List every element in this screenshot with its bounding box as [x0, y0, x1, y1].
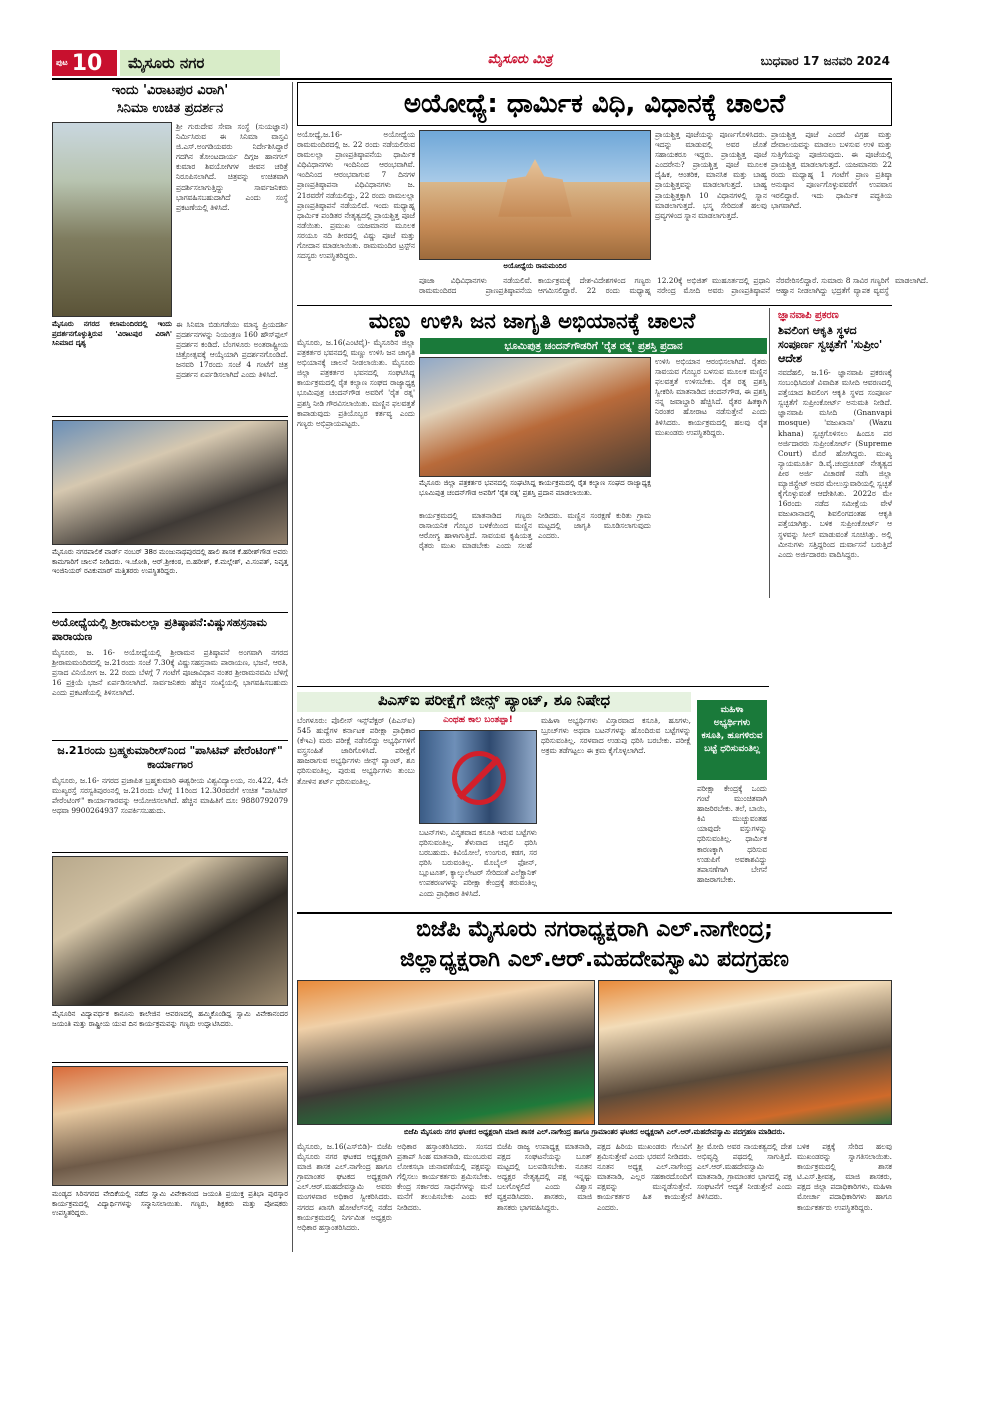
jeans-col2: ಬಟನ್‌ಗಳು, ವಿಸ್ತೃತವಾದ ಕಸೂತಿ ಇರುವ ಬಟ್ಟೆಗಳು ಧರಿಸುವಂತಿಲ್ಲ. ತೆಳುವಾದ ಚಪ್ಪಲಿ ಧರಿಸಿ ಬರಬಹುದು. ಕಿವಿಯೋಲೆ, ಉಂಗುರ, ಕಡಗ, ಸರ ಧರಿಸಿ ಬರುವಂತಿಲ್ಲ. ಮೊಬೈಲ್ ಫೋನ್, ಬ್ಲೂಟೂತ್, ಕ್ಯಾಲ್ಕುಲೇಟರ್ ಸೇರಿದಂತೆ ಎಲೆಕ್ಟ್ರಾನಿಕ್ ಉಪಕರಣಗಳನ್ನು ಪರೀಕ್ಷಾ ಕೇಂದ್ರಕ್ಕೆ ತರುವಂತಿಲ್ಲ ಎಂದು ಪ್ರಾಧಿಕಾರ ತಿಳಿಸಿದೆ. — [419, 828, 537, 898]
column-rule — [769, 308, 770, 598]
felicitation-photo — [52, 1066, 288, 1186]
ram-mandir-photo — [419, 130, 651, 260]
left-s3-body: ಮೈಸೂರು, ಜ. 16- ಅಯೋಧ್ಯೆಯಲ್ಲಿ ಶ್ರೀರಾಮನ ಪ್ರತಿಷ್ಠಾಪನೆ ಅಂಗವಾಗಿ ನಗರದ ಶ್ರೀರಾಮಮಂದಿರದಲ್ಲಿ ಜ.21ರಂದು ಸಂಜೆ 7.30ಕ್ಕೆ ವಿಷ್ಣುಸಹಸ್ರನಾಮ ಪಾರಾಯಣ, ಭಜನೆ, ಆರತಿ, ಪ್ರಸಾದ ವಿನಿಯೋಗ ಜ. 22 ರಂದು ಬೆಳಗ್ಗೆ 7 ಗಂಟೆಗೆ ಪೂಜಾವಿಧಾನ ನಂತರ ಶ್ರೀರಾಮನವಮಿ ಬೆಳಿಗ್ಗೆ 16 ಪ್ರಕ್ರಿಯೆ ಭಜನೆ ಏರ್ಪಡಿಸಲಾಗಿದೆ. ಸಾರ್ವಜನಿಕರು ಹೆಚ್ಚಿನ ಸಂಖ್ಯೆಯಲ್ಲಿ ಭಾಗವಹಿಸಬಹುದು ಎಂದು ಪ್ರಕಟಣೆಯಲ್ಲಿ ತಿಳಿಸಲಾಗಿದೆ. — [52, 648, 288, 698]
soil-headline: ಮಣ್ಣು ಉಳಿಸಿ ಜನ ಜಾಗೃತಿ ಅಭಿಯಾನಕ್ಕೆ ಚಾಲನೆ — [368, 309, 696, 333]
divider — [297, 686, 769, 687]
bjp-col3: ಬಿಜೆಪಿ ರಾಜ್ಯ ಉಪಾಧ್ಯಕ್ಷ ಮಾತನಾಡಿ, ಪಕ್ಷದ ಸಂಘಟನೆಯನ್ನು ಬೂತ್ ಮಟ್ಟದಲ್ಲಿ ಬಲಪಡಿಸಬೇಕು. ನೂತನ ಅಧ್ಯಕ್ಷರ ನೇತೃತ್ವದಲ್ಲಿ ಪಕ್ಷ ಇನ್ನಷ್ಟು ಬಲಗೊಳ್ಳಲಿದೆ ಎಂದು ವಿಶ್ವಾಸ ವ್ಯಕ್ತಪಡಿಸಿದರು. ಶಾಸಕರು, ಮಾಜಿ ಶಾಸಕರು ಭಾಗವಹಿಸಿದ್ದರು. — [497, 1142, 592, 1212]
page-number: 10 — [71, 50, 103, 76]
divider — [297, 305, 892, 306]
left-s4-title: ಜ.21ರಂದು ಬ್ರಹ್ಮಕುಮಾರೀಸ್‌ನಿಂದ "ಪಾಸಿಟಿವ್ ಪೇರೆಂಟಿಂಗ್" ಕಾರ್ಯಾಗಾರ — [57, 744, 283, 771]
bjp-col2: ಅಧಿಕಾರ ಹಸ್ತಾಂತರಿಸಿದರು. ಸಂಸದ ಪ್ರತಾಪ್ ಸಿಂಹ ಮಾತನಾಡಿ, ಮುಂಬರುವ ಲೋಕಸಭಾ ಚುನಾವಣೆಯಲ್ಲಿ ಪಕ್ಷವನ್ನು ಗೆಲ್ಲಿಸಲು ಕಾರ್ಯಕರ್ತರು ಶ್ರಮಿಸಬೇಕು. ಕೇಂದ್ರ ಸರ್ಕಾರದ ಸಾಧನೆಗಳನ್ನು ಮನೆ ಮನೆಗೆ ತಲುಪಿಸಬೇಕು ಎಂದು ಕರೆ ನೀಡಿದರು. — [397, 1142, 492, 1212]
bjp-col5: ಶ್ರೀ ಮೋದಿ ಅವರ ನಾಯಕತ್ವದಲ್ಲಿ ದೇಶ ಅಭಿವೃದ್ಧಿ ಪಥದಲ್ಲಿ ಸಾಗುತ್ತಿದೆ. ಎಲ್.ಆರ್.ಮಹದೇವಸ್ವಾಮಿ ಮಾತನಾಡಿ, ಗ್ರಾಮಾಂತರ ಭಾಗದಲ್ಲಿ ಪಕ್ಷ ಸಂಘಟನೆಗೆ ಆದ್ಯತೆ ನೀಡುತ್ತೇನೆ ಎಂದು ತಿಳಿಸಿದರು. — [697, 1142, 792, 1202]
ayodhya-headline-box — [297, 82, 892, 126]
divider — [52, 740, 288, 741]
film-still-photo — [52, 122, 172, 317]
ayodhya-col4: ಪ್ರಾಯಶ್ಚಿತ್ತ ಪೂಜೆ ಎಂದರೆ ವಿಗ್ರಹ ಮತ್ತು ದೇವಾಲಯವನ್ನು ಮಾಡಲು ಬಳಸುವ ಉಳಿ ಮತ್ತು ಸುತ್ತಿಗೆಯನ್ನು ಪೂಜಿಸುವುದು. ಈ ಪೂಜೆಯಲ್ಲಿ ಪ್ರಾಯಶ್ಚಿತ್ತ ಮಾಡಲಾಗುತ್ತದೆ. ಯಜಮಾನರು 22 ರಂದು ಮಧ್ಯಾಹ್ನ 1 ಗಂಟೆಗೆ ಪ್ರಾಣ ಪ್ರತಿಷ್ಠಾ ಅನುಷ್ಠಾನ ಪೂರ್ಣಗೊಳ್ಳುವವರೆಗೆ ಉಪವಾಸ ಇರಲಿದ್ದಾರೆ. ಇದು ಧಾರ್ಮಿಕ ಪದ್ಧತಿಯ ಭಾಗವಾಗಿದೆ. — [771, 130, 892, 210]
jeans-photo — [419, 730, 537, 824]
left-s1-body: ಈ ಸಿನಿಮಾ ಬಿಡುಗಡೆಯು ಮಾನ್ಯ ಪ್ರಿಯದರ್ಶಿ ಪ್ರದರ್ಶನಗಳನ್ನು ನಿಯಂತ್ರಣ 160 ಹೌಸ್‌ಫುಲ್ ಪ್ರದರ್ಶನ ಕಂಡಿದೆ. ಬೆಂಗಳೂರು ಅಂತರಾಷ್ಟ್ರೀಯ ಚಿತ್ರೋತ್ಸವಕ್ಕೆ ಆಯ್ಕೆಯಾಗಿ ಪ್ರದರ್ಶನಗೊಂಡಿದೆ. ಜನವರಿ 17ರಂದು ಸಂಜೆ 4 ಗಂಟೆಗೆ ಚಿತ್ರ ಪ್ರದರ್ಶನ ಏರ್ಪಡಿಸಲಾಗಿದೆ ಎಂದು ತಿಳಿಸಿದೆ. — [176, 320, 288, 380]
bjp-caption: ಬಿಜೆಪಿ ಮೈಸೂರು ನಗರ ಘಟಕದ ಅಧ್ಯಕ್ಷರಾಗಿ ಮಾಜಿ ಶಾಸಕ ಎಲ್.ನಾಗೇಂದ್ರ ಹಾಗೂ ಗ್ರಾಮಾಂತರ ಘಟಕದ ಅಧ್ಯಕ್ಷರಾಗಿ ಎಲ್.ಆರ್.ಮಹದೇವಸ್ವಾಮಿ ಪದಗ್ರಹಣ ಮಾಡಿದರು. — [403, 1128, 786, 1136]
jeans-subhead: ಎಂಥಹ ಕಾಲ ಬಂತಪ್ಪಾ! — [443, 715, 513, 725]
ribbon-cutting-photo — [52, 420, 288, 545]
soil-col1: ಮೈಸೂರು, ಜ.16(ಎಂಟಿವೈ)- ಮೈಸೂರಿನ ಜಿಲ್ಲಾ ಪತ್ರಕರ್ತರ ಭವನದಲ್ಲಿ ಮಣ್ಣು ಉಳಿಸಿ ಜನ ಜಾಗೃತಿ ಅಭಿಯಾನಕ್ಕೆ ಚಾಲನೆ ನೀಡಲಾಯಿತು. ಮೈಸೂರು ಜಿಲ್ಲಾ ಪತ್ರಕರ್ತರ ಭವನದಲ್ಲಿ ಸಂಘಟಿಸಿದ್ದ ಕಾರ್ಯಕ್ರಮದಲ್ಲಿ ರೈತ ಕಲ್ಯಾಣ ಸಂಘದ ರಾಜ್ಯಾಧ್ಯಕ್ಷ ಭೂಮಿಪುತ್ರ ಚಂದನ್‌ಗೌಡ ಅವರಿಗೆ 'ರೈತ ರತ್ನ' ಪ್ರಶಸ್ತಿ ನೀಡಿ ಗೌರವಿಸಲಾಯಿತು. ಮಣ್ಣಿನ ಫಲವತ್ತತೆ ಕಾಪಾಡುವುದು ಪ್ರತಿಯೊಬ್ಬರ ಕರ್ತವ್ಯ ಎಂದು ಗಣ್ಯರು ಅಭಿಪ್ರಾಯಪಟ್ಟರು. — [297, 338, 415, 428]
gyanvapi-body: ನವದೆಹಲಿ, ಜ.16- ಜ್ಞಾನವಾಪಿ ಪ್ರಕರಣಕ್ಕೆ ಸಂಬಂಧಿಸಿದಂತೆ ವಿವಾದಿತ ಮಸೀದಿ ಆವರಣದಲ್ಲಿ ಪತ್ತೆಯಾದ ಶಿವಲಿಂಗ ಆಕೃತಿ ಸ್ಥಳದ ಸಂಪೂರ್ಣ ಸ್ವಚ್ಛತೆಗೆ ಸುಪ್ರೀಂಕೋರ್ಟ್ ಅನುಮತಿ ನೀಡಿದೆ. ಜ್ಞಾನವಾಪಿ ಮಸೀದಿ (Gnanvapi mosque) 'ವಜುಖಾನಾ' (Wazu khana) ಸ್ವಚ್ಛಗೊಳಿಸಲು ಹಿಂದೂ ಪರ ಅರ್ಜಿದಾರರು ಸುಪ್ರೀಂಕೋರ್ಟ್ (Supreme Court) ಮೊರೆ ಹೋಗಿದ್ದರು. ಮುಖ್ಯ ನ್ಯಾಯಮೂರ್ತಿ ಡಿ.ವೈ.ಚಂದ್ರಚೂಡ್ ನೇತೃತ್ವದ ಪೀಠ ಅರ್ಜಿ ವಿಚಾರಣೆ ನಡೆಸಿ ಜಿಲ್ಲಾ ಮ್ಯಾಜಿಸ್ಟ್ರೇಟ್ ಅವರ ಮೇಲುಸ್ತುವಾರಿಯಲ್ಲಿ ಸ್ವಚ್ಛತೆ ಕೈಗೊಳ್ಳುವಂತೆ ಆದೇಶಿಸಿತು. 2022ರ ಮೇ 16ರಂದು ನಡೆದ ಸಮೀಕ್ಷೆಯ ವೇಳೆ ವಜುಖಾನಾದಲ್ಲಿ ಶಿವಲಿಂಗದಂತಹ ಆಕೃತಿ ಪತ್ತೆಯಾಗಿತ್ತು. ಬಳಿಕ ಸುಪ್ರೀಂಕೋರ್ಟ್ ಆ ಸ್ಥಳವನ್ನು ಸೀಲ್ ಮಾಡುವಂತೆ ಸೂಚಿಸಿತ್ತು. ಅಲ್ಲಿ ಮೀನುಗಳು ಸತ್ತಿದ್ದರಿಂದ ದುರ್ವಾಸನೆ ಬರುತ್ತಿದೆ ಎಂದು ಅರ್ಜಿದಾರರು ವಾದಿಸಿದ್ದರು. — [778, 368, 892, 559]
issue-date: ಬುಧವಾರ 17 ಜನವರಿ 2024 — [760, 54, 890, 68]
column-rule — [292, 82, 293, 1252]
ayodhya-col1: ಅಯೋಧ್ಯೆ,ಜ.16- ಅಯೋಧ್ಯೆಯ ರಾಮಮಂದಿರದಲ್ಲಿ ಜ. 22 ರಂದು ನಡೆಯಲಿರುವ ರಾಮಲಲ್ಲಾ ಪ್ರಾಣಪ್ರತಿಷ್ಠಾಪನೆಯ ಧಾರ್ಮಿಕ ವಿಧಿವಿಧಾನಗಳು ಇಂದಿನಿಂದ ಆರಂಭವಾಗಿವೆ. ಇಂದಿನಿಂದ ಆರಂಭವಾಗುವ 7 ದಿನಗಳ ಪ್ರಾಣಪ್ರತಿಷ್ಠಾಪನಾ ವಿಧಿವಿಧಾನಗಳು ಜ. 21ರವರೆಗೆ ನಡೆಯಲಿದ್ದು, 22 ರಂದು ರಾಮಲಲ್ಲಾ ಪ್ರಾಣಪ್ರತಿಷ್ಠಾಪನೆ ನಡೆಯಲಿದೆ. ಇಂದು ಮಧ್ಯಾಹ್ನ ಧಾರ್ಮಿಕ ಪಂಡಿತರ ನೇತೃತ್ವದಲ್ಲಿ ಪ್ರಾಯಶ್ಚಿತ್ತ ಪೂಜೆ ನಡೆಯಿತು. ಪ್ರಮುಖ ಯಜಮಾನರ ಮೂಲಕ ಸರಯೂ ನದಿ ತೀರದಲ್ಲಿ ವಿಷ್ಣು ಪೂಜೆ ಮತ್ತು ಗೋದಾನ ಮಾಡಲಾಯಿತು. ರಾಮಮಂದಿರ ಟ್ರಸ್ಟ್‌ನ ಸದಸ್ಯರು ಉಪಸ್ಥಿತರಿದ್ದರು. — [297, 130, 415, 261]
bjp-headline-line2: ಜಿಲ್ಲಾಧ್ಯಕ್ಷರಾಗಿ ಎಲ್.ಆರ್.ಮಹದೇವಸ್ವಾಮಿ ಪದಗ್ರಹಣ — [400, 947, 789, 972]
bjp-photo-right — [598, 980, 892, 1125]
ayodhya-col2: ಪೂಜಾ ವಿಧಿವಿಧಾನಗಳು ನಡೆಯಲಿವೆ. ರಾಮಮಂದಿರದ ಪ್ರಾಣಪ್ರತಿಷ್ಠಾಪನೆಯ ಕಾರ್ಯಕ್ರಮಕ್ಕೆ ದೇಶ-ವಿದೇಶಗಳಿಂದ ಗಣ್ಯರು ಆಗಮಿಸಲಿದ್ದಾರೆ. 22 ರಂದು ಮಧ್ಯಾಹ್ನ 12.20ಕ್ಕೆ ಅಭಿಜಿತ್ ಮುಹೂರ್ತದಲ್ಲಿ ಪ್ರಧಾನಿ ನರೇಂದ್ರ ಮೋದಿ ಅವರು ಪ್ರಾಣಪ್ರತಿಷ್ಠಾಪನೆ ನೆರವೇರಿಸಲಿದ್ದಾರೆ. ಸುಮಾರು 8 ಸಾವಿರ ಗಣ್ಯರಿಗೆ ಆಹ್ವಾನ ನೀಡಲಾಗಿದ್ದು ಭದ್ರತೆಗೆ ವ್ಯಾಪಕ ವ್ಯವಸ್ಥೆ ಮಾಡಲಾಗಿದೆ. — [419, 276, 929, 296]
soil-caption: ಮೈಸೂರು ಜಿಲ್ಲಾ ಪತ್ರಕರ್ತರ ಭವನದಲ್ಲಿ ಸಂಘಟಿಸಿದ್ದ ಕಾರ್ಯಕ್ರಮದಲ್ಲಿ ರೈತ ಕಲ್ಯಾಣ ಸಂಘದ ರಾಜ್ಯಾಧ್ಯಕ್ಷ ಭೂಮಿಪುತ್ರ ಚಂದನ್‌ಗೌಡ ಅವರಿಗೆ 'ರೈತ ರತ್ನ' ಪ್ರಶಸ್ತಿ ಪ್ರದಾನ ಮಾಡಲಾಯಿತು. — [419, 479, 651, 497]
left-s1-kicker: ಇಂದು 'ವಿರಾಟಪುರ ವಿರಾಗಿ' — [111, 83, 229, 98]
bjp-photo-left — [297, 980, 595, 1125]
jeans-col4: ಪರೀಕ್ಷಾ ಕೇಂದ್ರಕ್ಕೆ ಒಂದು ಗಂಟೆ ಮುಂಚಿತವಾಗಿ ಹಾಜರಿರಬೇಕು. ತಲೆ, ಬಾಯಿ, ಕಿವಿ ಮುಚ್ಚುವಂತಹ ಯಾವುದೇ ವಸ್ತುಗಳನ್ನು ಧರಿಸುವಂತಿಲ್ಲ. ಧಾರ್ಮಿಕ ಕಾರಣಕ್ಕಾಗಿ ಧರಿಸುವ ಉಡುಪಿಗೆ ಅವಕಾಶವಿದ್ದು ತಪಾಸಣೆಗಾಗಿ ಬೇಗನೆ ಹಾಜರಾಗಬೇಕು. — [697, 784, 768, 884]
page-label: ಪುಟ — [56, 58, 68, 67]
bjp-col1: ಮೈಸೂರು, ಜ.16(ಎಸ್‌ಬಿಡಿ)- ಬಿಜೆಪಿ ಮೈಸೂರು ನಗರ ಘಟಕದ ಅಧ್ಯಕ್ಷರಾಗಿ ಮಾಜಿ ಶಾಸಕ ಎಲ್.ನಾಗೇಂದ್ರ ಹಾಗೂ ಗ್ರಾಮಾಂತರ ಘಟಕದ ಅಧ್ಯಕ್ಷರಾಗಿ ಎಲ್.ಆರ್.ಮಹದೇವಸ್ವಾಮಿ ಅವರು ಮಂಗಳವಾರ ಅಧಿಕಾರ ಸ್ವೀಕರಿಸಿದರು. ನಗರದ ಖಾಸಗಿ ಹೋಟೆಲ್‌ನಲ್ಲಿ ನಡೆದ ಕಾರ್ಯಕ್ರಮದಲ್ಲಿ ನಿರ್ಗಮಿತ ಅಧ್ಯಕ್ಷರು ಅಧಿಕಾರ ಹಸ್ತಾಂತರಿಸಿದರು. — [297, 1142, 392, 1232]
prohibited-slash — [457, 756, 501, 800]
page-number-badge — [52, 50, 117, 76]
award-photo — [419, 357, 651, 477]
soil-col3: ಉಳಿಸಿ ಅಭಿಯಾನ ಆರಂಭಿಸಲಾಗಿದೆ. ರೈತರು ಸಾವಯವ ಗೊಬ್ಬರ ಬಳಸುವ ಮೂಲಕ ಮಣ್ಣಿನ ಫಲವತ್ತತೆ ಉಳಿಸಬೇಕು. ರೈತ ರತ್ನ ಪ್ರಶಸ್ತಿ ಸ್ವೀಕರಿಸಿ ಮಾತನಾಡಿದ ಚಂದನ್‌ಗೌಡ, ಈ ಪ್ರಶಸ್ತಿ ನನ್ನ ಜವಾಬ್ದಾರಿ ಹೆಚ್ಚಿಸಿದೆ. ರೈತರ ಹಿತಕ್ಕಾಗಿ ನಿರಂತರ ಹೋರಾಟ ನಡೆಸುತ್ತೇನೆ ಎಂದು ತಿಳಿಸಿದರು. ಕಾರ್ಯಕ್ರಮದಲ್ಲಿ ಹಲವು ರೈತ ಮುಖಂಡರು ಉಪಸ್ಥಿತರಿದ್ದರು. — [655, 357, 767, 437]
bjp-headline-line1: ಬಿಜೆಪಿ ಮೈಸೂರು ನಗರಾಧ್ಯಕ್ಷರಾಗಿ ಎಲ್.ನಾಗೇಂದ್ರ; — [416, 917, 773, 942]
left-s5-caption: ಮೈಸೂರಿನ ವಿದ್ಯಾವರ್ಧಕ ಕಾನೂನು ಕಾಲೇಜಿನ ಆವರಣದಲ್ಲಿ ಹಮ್ಮಿಕೊಂಡಿದ್ದ ಸ್ವಾಮಿ ವಿವೇಕಾನಂದರ ಜಯಂತಿ ಮತ್ತು ರಾಷ್ಟ್ರೀಯ ಯುವ ದಿನ ಕಾರ್ಯಕ್ರಮವನ್ನು ಗಣ್ಯರು ಉದ್ಘಾಟಿಸಿದರು. — [52, 1010, 288, 1028]
left-s1-side-text: ಶ್ರೀ ಗುರುದೇವ ಸೇವಾ ಸಂಸ್ಥೆ (ಸುಯಜ್ಞಾನ) ನಿರ್ಮಿಸಿರುವ ಈ ಸಿನಿಮಾ ವಾಸ್ತವಿ ಜಿ.ಎಸ್.ಅಂಗಡಿಯವರು ನಿರ್ದೇಶಿಸಿದ್ದಾರೆ ಗದಗಿನ ತೋಂಟದಾರ್ಯ ದಿಗ್ಗಜ ಹಾನಗಲ್ ಕುಮಾರ ಶಿವಯೋಗಿಗಳ ಜೀವನ ಚರಿತ್ರೆ ನಿರೂಪಿಸಲಾಗಿದೆ. ಚಿತ್ರವನ್ನು ಉಚಿತವಾಗಿ ಪ್ರದರ್ಶಿಸಲಾಗುತ್ತಿದ್ದು ಸಾರ್ವಜನಿಕರು ಭಾಗವಹಿಸಬಹುದಾಗಿದೆ ಎಂದು ಸಂಸ್ಥೆ ಪ್ರಕಟಣೆಯಲ್ಲಿ ತಿಳಿಸಿದೆ. — [176, 122, 288, 212]
bjp-col4: ಪಕ್ಷದ ಹಿರಿಯ ಮುಖಂಡರು ಗೆಲುವಿಗೆ ಶ್ರಮಿಸುತ್ತೇವೆ ಎಂದು ಭರವಸೆ ನೀಡಿದರು. ನೂತನ ಅಧ್ಯಕ್ಷ ಎಲ್.ನಾಗೇಂದ್ರ ಮಾತನಾಡಿ, ಎಲ್ಲರ ಸಹಕಾರದೊಂದಿಗೆ ಪಕ್ಷವನ್ನು ಮುನ್ನಡೆಸುತ್ತೇನೆ. ಕಾರ್ಯಕರ್ತರ ಹಿತ ಕಾಯುತ್ತೇನೆ ಎಂದರು. — [597, 1142, 692, 1212]
gyanvapi-kicker: ಜ್ಞಾನವಾಪಿ ಪ್ರಕರಣ — [778, 310, 839, 321]
jeans-highlight-box: ಮಹಿಳಾ ಅಭ್ಯರ್ಥಿಗಳು ಕಸೂತಿ, ಹೂಗಳಿರುವ ಬಟ್ಟೆ ಧರಿಸುವಂತಿಲ್ಲ — [697, 700, 767, 780]
lamp-lighting-photo — [52, 856, 288, 1006]
left-s1-title: ಸಿನಿಮಾ ಉಚಿತ ಪ್ರದರ್ಶನ — [116, 101, 224, 116]
prohibited-icon — [452, 751, 506, 805]
jeans-col1: ಬೆಂಗಳೂರು: ಪೊಲೀಸ್ ಇನ್ಸ್‌ಪೆಕ್ಟರ್ (ಪಿಎಸ್ಐ) 545 ಹುದ್ದೆಗಳ ಕರ್ನಾಟಕ ಪರೀಕ್ಷಾ ಪ್ರಾಧಿಕಾರ (ಕೆಇಎ) ಮರು ಪರೀಕ್ಷೆ ನಡೆಸಲಿದ್ದು ಅಭ್ಯರ್ಥಿಗಳಿಗೆ ವಸ್ತ್ರಸಂಹಿತೆ ಜಾರಿಗೊಳಿಸಿದೆ. ಪರೀಕ್ಷೆಗೆ ಹಾಜರಾಗುವ ಅಭ್ಯರ್ಥಿಗಳು ಜೀನ್ಸ್ ಪ್ಯಾಂಟ್, ಶೂ ಧರಿಸುವಂತಿಲ್ಲ. ಪುರುಷ ಅಭ್ಯರ್ಥಿಗಳು ತುಂಬು ತೋಳಿನ ಶರ್ಟ್ ಧರಿಸುವಂತಿಲ್ಲ. — [297, 716, 415, 786]
bjp-col6: ಬಳಿಕ ಪಕ್ಷಕ್ಕೆ ಸೇರಿದ ಹಲವು ಮುಖಂಡರನ್ನು ಸ್ವಾಗತಿಸಲಾಯಿತು. ಕಾರ್ಯಕ್ರಮದಲ್ಲಿ ಶಾಸಕ ಟಿ.ಎಸ್.ಶ್ರೀವತ್ಸ, ಮಾಜಿ ಶಾಸಕರು, ಪಕ್ಷದ ಜಿಲ್ಲಾ ಪದಾಧಿಕಾರಿಗಳು, ಮಹಿಳಾ ಮೋರ್ಚಾ ಪದಾಧಿಕಾರಿಗಳು ಹಾಗೂ ಕಾರ್ಯಕರ್ತರು ಉಪಸ್ಥಿತರಿದ್ದರು. — [797, 1142, 892, 1212]
newspaper-brand: ಮೈಸೂರು ಮಿತ್ರ — [487, 52, 553, 67]
left-s1-caption: ಮೈಸೂರು ನಗರದ ಕಲಾಮಂದಿರದಲ್ಲಿ ಇಂದು ಪ್ರದರ್ಶನಗೊಳ್ಳುತ್ತಿರುವ 'ವಿರಾಟಪುರ ವಿರಾಗಿ' ಸಿನಿಮಾದ ದೃಶ್ಯ — [52, 320, 172, 347]
divider — [297, 912, 892, 914]
gyanvapi-headline: ಶಿವಲಿಂಗ ಆಕೃತಿ ಸ್ಥಳದ ಸಂಪೂರ್ಣ ಸ್ವಚ್ಛತೆಗೆ 'ಸುಪ್ರೀಂ' ಆದೇಶ — [778, 324, 883, 365]
section-title: ಮೈಸೂರು ನಗರ — [120, 50, 280, 76]
ayodhya-photo-caption: ಅಯೋಧ್ಯೆಯ ರಾಮಮಂದಿರ — [503, 262, 567, 270]
left-s3-title: ಅಯೋಧ್ಯೆಯಲ್ಲಿ ಶ್ರೀರಾಮಲಲ್ಲಾ ಪ್ರತಿಷ್ಠಾಪನೆ:ವಿಷ್ಣುಸಹಸ್ರನಾಮ ಪಾರಾಯಣ — [52, 616, 267, 643]
left-s4-body: ಮೈಸೂರು, ಜ.16- ನಗರದ ಪ್ರಜಾಪಿತ ಬ್ರಹ್ಮಕುಮಾರಿ ಈಶ್ವರೀಯ ವಿಶ್ವವಿದ್ಯಾಲಯ, ನಂ.422, 4ನೇ ಮುಖ್ಯರಸ್ತೆ ಸರಸ್ವತಿಪುರಂನಲ್ಲಿ ಜ.21ರಂದು ಬೆಳಗ್ಗೆ 11ರಿಂದ 12.30ರವರೆಗೆ ಉಚಿತ "ಪಾಸಿಟಿವ್ ಪೇರೆಂಟಿಂಗ್" ಕಾರ್ಯಾಗಾರವನ್ನು ಆಯೋಜಿಸಲಾಗಿದೆ. ಹೆಚ್ಚಿನ ಮಾಹಿತಿಗೆ ದೂ: 9880792079 ಅಥವಾ 9900264937 ಸಂಪರ್ಕಿಸಬಹುದು. — [52, 776, 288, 816]
divider — [52, 1062, 288, 1063]
ayodhya-col3: ಪ್ರಾಯಶ್ಚಿತ್ತ ಪೂಜೆಯನ್ನು ಪೂರ್ಣಗೊಳಿಸಿದರು. ಇದನ್ನು ಮಾಡುವಲ್ಲಿ ಅವರ ಜೊತೆ ಸಹಾಯಕರೂ ಇದ್ದರು. ಪ್ರಾಯಶ್ಚಿತ್ತ ಪೂಜೆ ಎಂದರೇನು? ಪ್ರಾಯಶ್ಚಿತ್ತ ಪೂಜೆ ಮೂಲಕ ದೈಹಿಕ, ಆಂತರಿಕ, ಮಾನಸಿಕ ಮತ್ತು ಬಾಹ್ಯ ಪ್ರಾಯಶ್ಚಿತ್ತವನ್ನು ಮಾಡಲಾಗುತ್ತದೆ. ಬಾಹ್ಯ ಪ್ರಾಯಶ್ಚಿತ್ತಕ್ಕಾಗಿ 10 ವಿಧಾನಗಳಲ್ಲಿ ಸ್ನಾನ ಮಾಡಲಾಗುತ್ತದೆ. ಭಸ್ಮ ಸೇರಿದಂತೆ ಹಲವು ದ್ರವ್ಯಗಳಿಂದ ಸ್ನಾನ ಮಾಡಲಾಗುತ್ತದೆ. — [655, 130, 767, 220]
divider — [52, 416, 288, 417]
jeans-headline: ಪಿಎಸ್ಐ ಪರೀಕ್ಷೆಗೆ ಜೀನ್ಸ್ ಪ್ಯಾಂಟ್, ಶೂ ನಿಷೇಧ — [297, 692, 691, 712]
ayodhya-headline: ಅಯೋಧ್ಯೆ: ಧಾರ್ಮಿಕ ವಿಧಿ, ವಿಧಾನಕ್ಕೆ ಚಾಲನೆ — [403, 88, 786, 119]
left-s2-caption: ಮೈಸೂರು ನಗರಪಾಲಿಕೆ ವಾರ್ಡ್ ನಂಬರ್ 38ರ ಮಂಜುನಾಥಪುರದಲ್ಲಿ ಹಾಲಿ ಶಾಸಕ ಕೆ.ಹರೀಶ್‌ಗೌಡ ಅವರು ಕಾಮಗಾರಿಗೆ ಚಾಲನೆ ನೀಡಿದರು. ಇ.ಜೋಶಿ, ಆರ್.ಶ್ರೀಕಂಠ, ಬಿ.ಹರೀಶ್, ಕೆ.ಮಲ್ಲೇಶ್, ವಿ.ಸಂಪತ್, ನಿವೃತ್ತ ಇಂಜಿನಿಯರ್ ರವಿಕುಮಾರ್ ಮತ್ತಿತರರು ಉಪಸ್ಥಿತರಿದ್ದರು. — [52, 548, 288, 575]
soil-col2: ಕಾರ್ಯಕ್ರಮದಲ್ಲಿ ಮಾತನಾಡಿದ ಗಣ್ಯರು ರಾಸಾಯನಿಕ ಗೊಬ್ಬರ ಬಳಕೆಯಿಂದ ಮಣ್ಣಿನ ಆರೋಗ್ಯ ಹಾಳಾಗುತ್ತಿದೆ. ಸಾವಯವ ಕೃಷಿಯತ್ತ ರೈತರು ಮುಖ ಮಾಡಬೇಕು ಎಂದು ಸಲಹೆ ನೀಡಿದರು. ಮಣ್ಣಿನ ಸಂರಕ್ಷಣೆ ಕುರಿತು ಗ್ರಾಮ ಮಟ್ಟದಲ್ಲಿ ಜಾಗೃತಿ ಮೂಡಿಸಲಾಗುವುದು ಎಂದರು. — [419, 511, 651, 551]
left-s6-caption: ಮಂಡ್ಯದ ಸಿರಿನಗರದ ವೇದಿಕೆಯಲ್ಲಿ ನಡೆದ ಸ್ವಾಮಿ ವಿವೇಕಾನಂದ ಜಯಂತಿ ಪ್ರಯುಕ್ತ ಪ್ರತಿಭಾ ಪುರಸ್ಕಾರ ಕಾರ್ಯಕ್ರಮದಲ್ಲಿ ವಿದ್ಯಾರ್ಥಿಗಳನ್ನು ಸನ್ಮಾನಿಸಲಾಯಿತು. ಗಣ್ಯರು, ಶಿಕ್ಷಕರು ಮತ್ತು ಪೋಷಕರು ಉಪಸ್ಥಿತರಿದ್ದರು. — [52, 1190, 288, 1217]
header-rule — [52, 78, 892, 80]
jeans-col3: ಮಹಿಳಾ ಅಭ್ಯರ್ಥಿಗಳು ವಿಸ್ತಾರವಾದ ಕಸೂತಿ, ಹೂಗಳು, ಬ್ರೂಚ್‌ಗಳು ಅಥವಾ ಬಟನ್‌ಗಳನ್ನು ಹೊಂದಿರುವ ಬಟ್ಟೆಗಳನ್ನು ಧರಿಸುವಂತಿಲ್ಲ. ಸರಳವಾದ ಉಡುಪು ಧರಿಸಿ ಬರಬೇಕು. ಪರೀಕ್ಷೆ ಅಕ್ರಮ ತಡೆಗಟ್ಟಲು ಈ ಕ್ರಮ ಕೈಗೊಳ್ಳಲಾಗಿದೆ. — [541, 716, 691, 756]
divider — [52, 852, 288, 853]
soil-award-band: ಭೂಮಿಪುತ್ರ ಚಂದನ್‌ಗೌಡರಿಗೆ 'ರೈತ ರತ್ನ' ಪ್ರಶಸ್ತಿ ಪ್ರದಾನ — [420, 338, 767, 354]
temple-shape — [489, 159, 581, 217]
divider — [52, 612, 288, 613]
